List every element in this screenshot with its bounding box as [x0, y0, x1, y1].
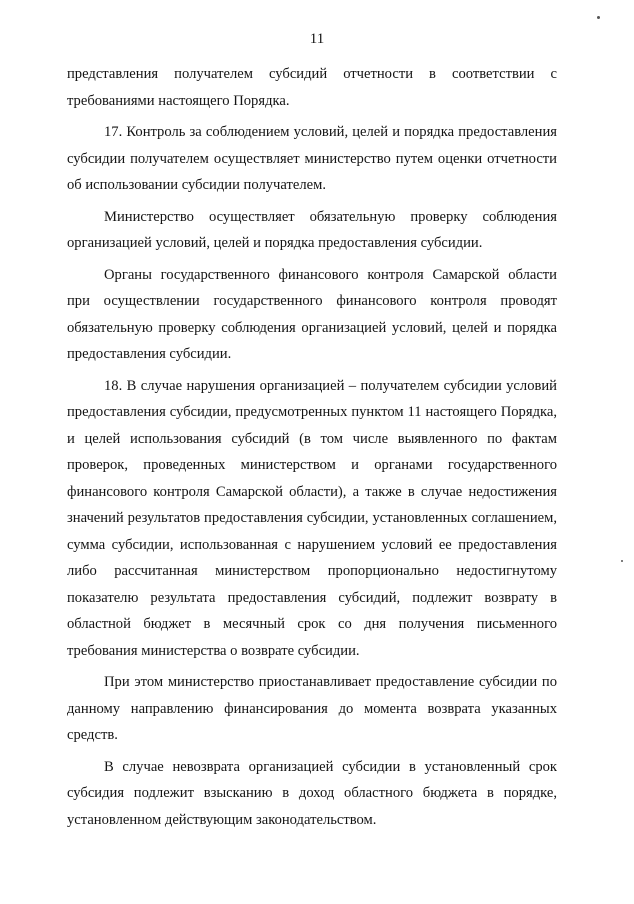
scan-speck — [621, 560, 623, 562]
document-body — [67, 61, 557, 833]
scan-speck — [597, 16, 600, 19]
paragraph-suspension: При этом министерство приостанавливает предоставление субсидии по данному направлению финансирования до момента возврата указанных средств. — [67, 674, 557, 743]
paragraph-continuation: представления получателем субсидий отчетности в соответствии с требованиями настоящего Порядка. — [67, 66, 557, 109]
paragraph-clause-17: 17. Контроль за соблюдением условий, целей и порядка предоставления субсидии получателем осуществляет министерство путем оценки отчетности об использовании субсидии получателем. — [67, 124, 557, 193]
paragraph-recovery: В случае невозврата организацией субсидии в установленный срок субсидия подлежит взысканию в доход областного бюджета в порядке, установленном действующим законодательством. — [67, 758, 557, 828]
paragraph-clause-18: 18. В случае нарушения организацией – получателем субсидии условий предоставления субсидии, предусмотренных пунктом 11 настоящего Порядка, и целей использования субсидий (в том числе выявленного по фактам проверок, проведенных министерством и органами государственного финансового контроля Самарской области), а также в случае недостижения значений результатов предоставления субсидии, установленных соглашением, сумма субсидии, использованная с нарушением условий ее предоставления либо рассчитанная министерством пропорционально недостигнутому показателю результата предоставления субсидий, подлежит возврату в областной бюджет в месячный срок со дня получения письменного требования министерства о возврате субсидии. — [67, 377, 557, 659]
paragraph-financial-control: Органы государственного финансового контроля Самарской области при осуществлении государственного финансового контроля проводят обязательную проверку соблюдения организацией условий, целей и порядка предоставления субсидии. — [67, 266, 557, 362]
page-number: 11 — [309, 31, 325, 47]
paragraph-ministry-check: Министерство осуществляет обязательную проверку соблюдения организацией условий, целей и порядка предоставления субсидии. — [67, 208, 557, 251]
